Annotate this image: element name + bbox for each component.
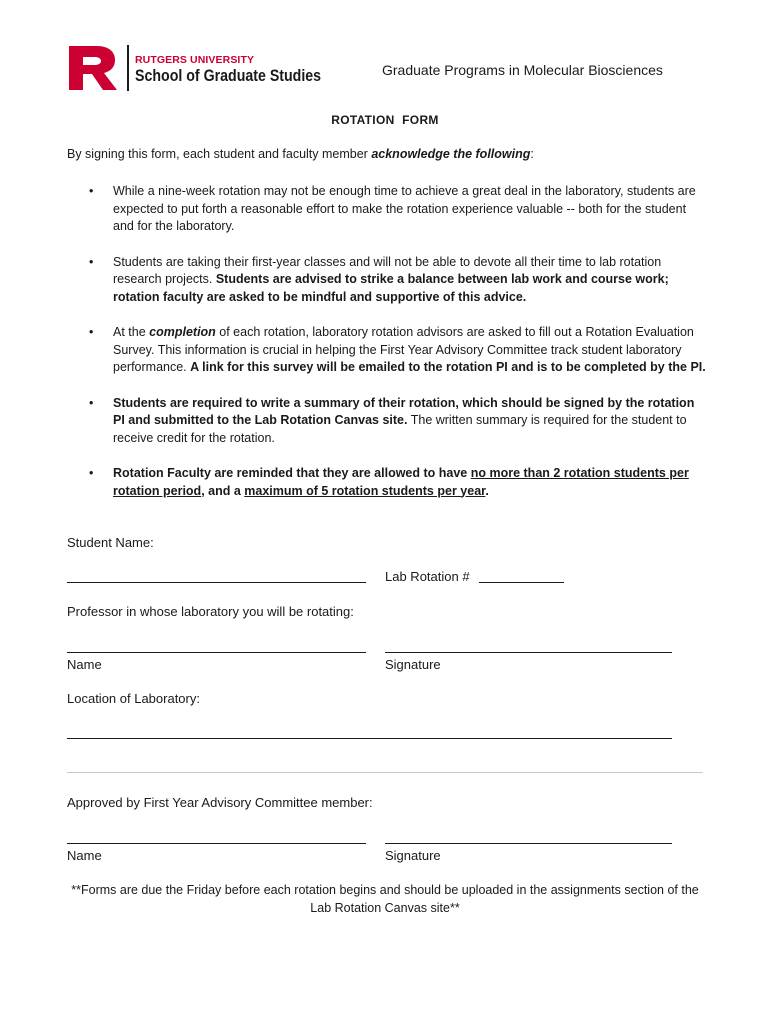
list-item	[67, 395, 707, 448]
rutgers-r-icon	[67, 44, 119, 92]
bullet-icon: •	[89, 466, 94, 480]
form-title	[0, 113, 770, 127]
intro-plain: By signing this form, each student and faculty member	[67, 147, 372, 161]
bullet-icon: •	[89, 395, 94, 410]
committee-signature-label: Signature	[385, 848, 441, 863]
bullet-text: of each rotation, laboratory rotation advisors are asked to fill out a Rotation Evaluation Survey. This information is crucial in helping the First Year Advisory Committee track student laboratory performance.	[113, 325, 694, 374]
bullet-underlined-text: no more than 2 rotation students per rotation period	[113, 466, 689, 498]
bullet-icon: •	[89, 254, 94, 269]
logo-divider	[127, 45, 129, 91]
list-item	[67, 465, 707, 500]
intro-text	[67, 147, 534, 161]
footnote: **Forms are due the Friday before each rotation begins and should be uploaded in the assignments section of the Lab Rotation Canvas site**	[71, 883, 699, 915]
location-label: Location of Laboratory:	[67, 691, 200, 706]
committee-member-name-field[interactable]	[67, 843, 366, 844]
professor-name-field[interactable]	[67, 652, 366, 653]
bullet-icon: •	[89, 184, 94, 198]
student-name-label: Student Name:	[67, 535, 154, 550]
lab-rotation-number-field[interactable]	[479, 582, 564, 583]
bullet-text: Students are taking their first-year classes and will not be able to devote all their time to lab rotation research projects.	[113, 254, 662, 286]
professor-name-label: Name	[67, 657, 102, 672]
intro-end: :	[530, 147, 534, 161]
professor-signature-field[interactable]	[385, 652, 672, 653]
form-title-text: ROTATION FORM	[331, 113, 439, 127]
list-item	[67, 183, 707, 236]
student-name-field[interactable]	[67, 582, 366, 583]
bullet-text: At the	[113, 325, 150, 339]
list-item	[67, 324, 707, 377]
lab-rotation-label: Lab Rotation #	[385, 569, 470, 584]
location-field[interactable]	[67, 738, 672, 739]
professor-label: Professor in whose laboratory you will be rotating:	[67, 604, 354, 619]
bullet-bold-text: Rotation Faculty are reminded that they are allowed to have	[113, 466, 471, 480]
bullet-bold-text: A link for this survey will be emailed to the rotation PI and is to be completed by the PI.	[190, 360, 706, 374]
approved-label: Approved by First Year Advisory Committee member:	[67, 795, 373, 810]
intro-emphasis: acknowledge the following	[371, 147, 531, 161]
list-item	[67, 254, 707, 307]
bullet-text: While a nine-week rotation may not be enough time to achieve a great deal in the laboratory, students are expected to put forth a reasonable effort to make the rotation experience valuable -- both for the student and for the laboratory.	[113, 184, 696, 233]
bullet-bold-text: .	[485, 483, 489, 498]
professor-signature-label: Signature	[385, 657, 441, 672]
bullet-bold-text: Students are required to write a summary of their rotation, which should be signed by the rotation PI and submitted to the Lab Rotation Canvas site.	[113, 395, 695, 427]
school-name: School of Graduate Studies	[135, 66, 322, 85]
bullet-text: The written summary is required for the student to receive credit for the rotation.	[113, 413, 687, 445]
section-divider	[67, 772, 703, 773]
bullet-bold-text: Students are advised to strike a balance between lab work and course work; rotation faculty are asked to be mindful and supportive of this advice.	[113, 272, 669, 304]
logo-text	[135, 44, 351, 94]
bullet-icon: •	[89, 325, 94, 339]
bullet-underlined-text: maximum of 5 rotation students per year	[244, 483, 486, 498]
committee-member-signature-field[interactable]	[385, 843, 672, 844]
committee-name-label: Name	[67, 848, 102, 863]
acknowledgement-list	[67, 183, 707, 518]
bullet-bold-text: , and a	[201, 483, 245, 498]
university-name: RUTGERS UNIVERSITY	[135, 53, 255, 66]
rutgers-logo	[67, 44, 351, 94]
bullet-emphasis: completion	[149, 325, 216, 339]
program-name: Graduate Programs in Molecular Biosciences	[382, 62, 663, 78]
